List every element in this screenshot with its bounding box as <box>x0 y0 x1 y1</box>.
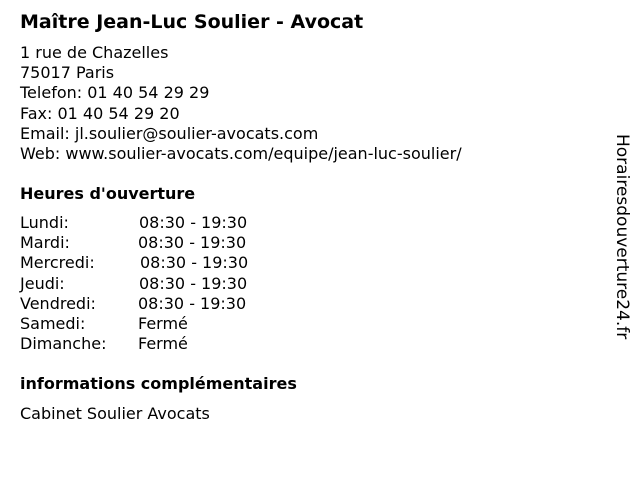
contact-block <box>20 43 462 164</box>
day-label: Mercredi: <box>20 253 95 273</box>
day-label: Mardi: <box>20 233 70 253</box>
hours-value: Fermé <box>138 334 188 354</box>
street-address: 1 rue de Chazelles <box>20 43 169 62</box>
additional-info-text: Cabinet Soulier Avocats <box>20 404 210 423</box>
phone-number: Telefon: 01 40 54 29 29 <box>20 83 210 103</box>
additional-info-heading: informations complémentaires <box>20 374 297 393</box>
day-label: Jeudi: <box>20 273 65 293</box>
hours-value: Fermé <box>138 313 188 333</box>
business-title: Maître Jean-Luc Soulier - Avocat <box>20 11 364 33</box>
day-label: Vendredi: <box>20 293 96 313</box>
opening-hours-heading: Heures d'ouverture <box>20 184 196 203</box>
hours-value: 08:30 - 19:30 <box>138 233 247 253</box>
fax-number: Fax: 01 40 54 29 20 <box>20 103 180 123</box>
hours-value: 08:30 - 19:30 <box>139 213 248 232</box>
email-address: Email: jl.soulier@soulier-avocats.com <box>20 123 319 143</box>
day-label: Samedi: <box>20 313 86 333</box>
hours-value: 08:30 - 19:30 <box>138 293 247 313</box>
website-url: Web: www.soulier-avocats.com/equipe/jean-luc-soulier/ <box>20 143 462 163</box>
hours-value: 08:30 - 19:30 <box>139 273 248 293</box>
day-label: Lundi: <box>20 213 69 232</box>
hours-value: 08:30 - 19:30 <box>140 253 249 273</box>
city-postal-code: 75017 Paris <box>20 63 115 83</box>
site-brand-vertical: Horairesdouverture24.fr <box>612 134 632 340</box>
day-label: Dimanche: <box>20 334 107 354</box>
